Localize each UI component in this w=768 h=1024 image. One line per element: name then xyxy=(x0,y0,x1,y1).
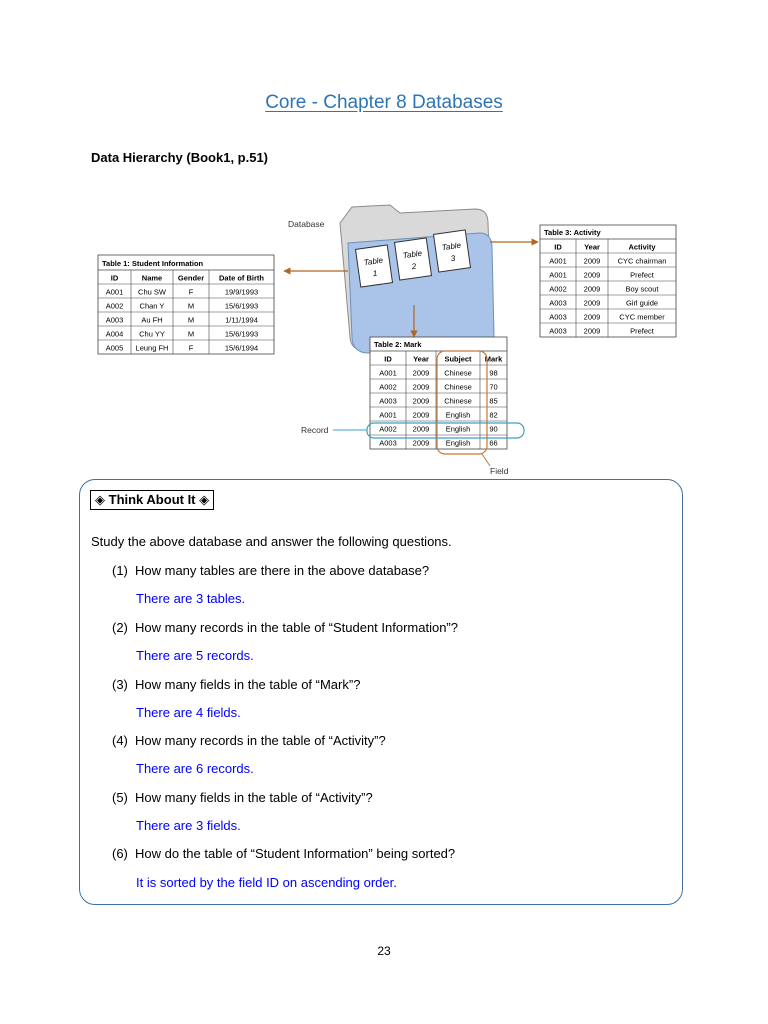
table-title: Table 2: Mark xyxy=(374,340,422,349)
table-cell: F xyxy=(188,287,194,297)
answer-5: There are 3 fields. xyxy=(136,818,241,833)
table-cell: 2009 xyxy=(412,424,430,434)
table-cell: Leung FH xyxy=(135,343,169,353)
table-1-student-information xyxy=(98,255,274,354)
question-3: (3) How many fields in the table of “Mark”? xyxy=(112,677,361,692)
table-cell: 2009 xyxy=(412,396,430,406)
table-cell: 2009 xyxy=(412,410,430,420)
table-cell: A003 xyxy=(379,396,397,406)
folder-tab-table-1 xyxy=(356,245,393,287)
table-cell: 2009 xyxy=(412,382,430,392)
table-cell: A001 xyxy=(105,287,124,297)
table-cell: M xyxy=(187,329,195,339)
table-cell: English xyxy=(445,424,471,434)
instructions-text: Study the above database and answer the following questions. xyxy=(91,534,452,549)
question-4: (4) How many records in the table of “Activity”? xyxy=(112,733,386,748)
question-1: (1) How many tables are there in the above database? xyxy=(112,563,430,578)
table-cell: Chinese xyxy=(444,396,472,406)
table-cell: A003 xyxy=(549,298,567,308)
section-heading: Data Hierarchy (Book1, p.51) xyxy=(91,150,269,165)
table-cell: A003 xyxy=(549,312,567,322)
table-header-cell: Year xyxy=(584,242,600,252)
table-cell: 2009 xyxy=(583,312,601,322)
folder-tab-table-3 xyxy=(434,230,471,272)
table-cell: A002 xyxy=(549,284,567,294)
table-cell: 1/11/1994 xyxy=(225,315,258,325)
table-header-cell: Name xyxy=(141,273,163,283)
answer-3: There are 4 fields. xyxy=(136,705,241,720)
table-cell: Chu SW xyxy=(138,287,166,297)
table-cell: 2009 xyxy=(412,368,430,378)
think-about-it-label xyxy=(90,490,214,510)
table-cell: 19/9/1993 xyxy=(224,287,259,297)
page-title: Core - Chapter 8 Databases xyxy=(265,92,503,113)
table-cell: A001 xyxy=(379,368,397,378)
table-cell: M xyxy=(187,301,195,311)
table-cell: A002 xyxy=(379,424,397,434)
table-header-cell: ID xyxy=(384,354,392,364)
table-header-cell: Subject xyxy=(444,354,472,364)
table-title: Table 1: Student Information xyxy=(102,259,204,268)
table-cell: Prefect xyxy=(630,270,654,280)
table-header-cell: Gender xyxy=(177,273,205,283)
field-pointer-line xyxy=(482,454,490,466)
table-cell: A001 xyxy=(549,256,567,266)
question-2: (2) How many records in the table of “Student Information”? xyxy=(112,620,458,635)
question-5: (5) How many fields in the table of “Activity”? xyxy=(112,790,373,805)
think-about-it-text: Think About It xyxy=(108,492,196,507)
table-cell: A005 xyxy=(105,343,124,353)
table-cell: 82 xyxy=(489,410,498,420)
table-cell: English xyxy=(445,410,471,420)
table-cell: Chu YY xyxy=(139,329,165,339)
question-6: (6) How do the table of “Student Information” being sorted? xyxy=(112,846,456,861)
table-cell: 98 xyxy=(489,368,498,378)
table-cell: 2009 xyxy=(583,256,601,266)
table-3-activity xyxy=(540,225,676,337)
answer-1: There are 3 tables. xyxy=(136,591,246,606)
table-cell: A003 xyxy=(105,315,124,325)
table-header-cell: Date of Birth xyxy=(219,273,264,283)
database-folder-icon xyxy=(340,205,494,353)
table-cell: 90 xyxy=(489,424,498,434)
table-cell: English xyxy=(445,438,471,448)
table-title: Table 3: Activity xyxy=(544,228,601,237)
table-header-cell: ID xyxy=(554,242,562,252)
table-header-cell: Activity xyxy=(628,242,656,252)
table-cell: 2009 xyxy=(412,438,430,448)
diamond-icon: ◈ xyxy=(95,492,105,507)
svg-text:Table: Table xyxy=(402,248,423,261)
table-cell: M xyxy=(187,315,195,325)
table-cell: F xyxy=(188,343,194,353)
table-cell: Chinese xyxy=(444,368,472,378)
table-cell: 15/6/1993 xyxy=(224,329,259,339)
table-cell: 85 xyxy=(489,396,498,406)
table-cell: CYC chairman xyxy=(617,256,667,266)
table-header-cell: ID xyxy=(110,273,119,283)
answer-4: There are 6 records. xyxy=(136,761,254,776)
table-cell: 2009 xyxy=(583,270,601,280)
table-header-cell: Mark xyxy=(484,354,503,364)
field-label: Field xyxy=(490,466,509,476)
table-cell: Boy scout xyxy=(625,284,659,294)
table-cell: 15/6/1993 xyxy=(224,301,259,311)
answer-6: It is sorted by the field ID on ascending order. xyxy=(136,875,397,890)
page-number: 23 xyxy=(377,944,391,958)
table-cell: A003 xyxy=(549,326,567,336)
diamond-icon: ◈ xyxy=(199,492,210,507)
table-cell: Chinese xyxy=(444,382,472,392)
svg-text:1: 1 xyxy=(372,268,378,279)
table-cell: Girl guide xyxy=(625,298,659,308)
svg-text:3: 3 xyxy=(450,253,456,264)
table-cell: A001 xyxy=(379,410,397,420)
table-header-cell: Year xyxy=(413,354,429,364)
table-cell: 2009 xyxy=(583,298,601,308)
data-hierarchy-figure xyxy=(90,185,680,480)
record-label: Record xyxy=(301,425,329,435)
table-cell: A003 xyxy=(379,438,397,448)
table-cell: A004 xyxy=(105,329,124,339)
table-cell: 2009 xyxy=(583,284,601,294)
table-cell: CYC member xyxy=(619,312,665,322)
table-cell: 15/6/1994 xyxy=(224,343,259,353)
table-cell: Chan Y xyxy=(139,301,165,311)
table-cell: Prefect xyxy=(630,326,654,336)
svg-text:Table: Table xyxy=(363,255,384,268)
database-label: Database xyxy=(288,219,325,229)
svg-text:Table: Table xyxy=(441,240,462,253)
table-cell: 66 xyxy=(489,438,498,448)
table-cell: 70 xyxy=(489,382,498,392)
table-cell: A002 xyxy=(105,301,124,311)
table-cell: Au FH xyxy=(141,315,163,325)
svg-text:2: 2 xyxy=(411,261,417,272)
folder-tab-table-2 xyxy=(395,238,432,280)
table-cell: 2009 xyxy=(583,326,601,336)
table-cell: A002 xyxy=(379,382,397,392)
table-cell: A001 xyxy=(549,270,567,280)
answer-2: There are 5 records. xyxy=(136,648,254,663)
